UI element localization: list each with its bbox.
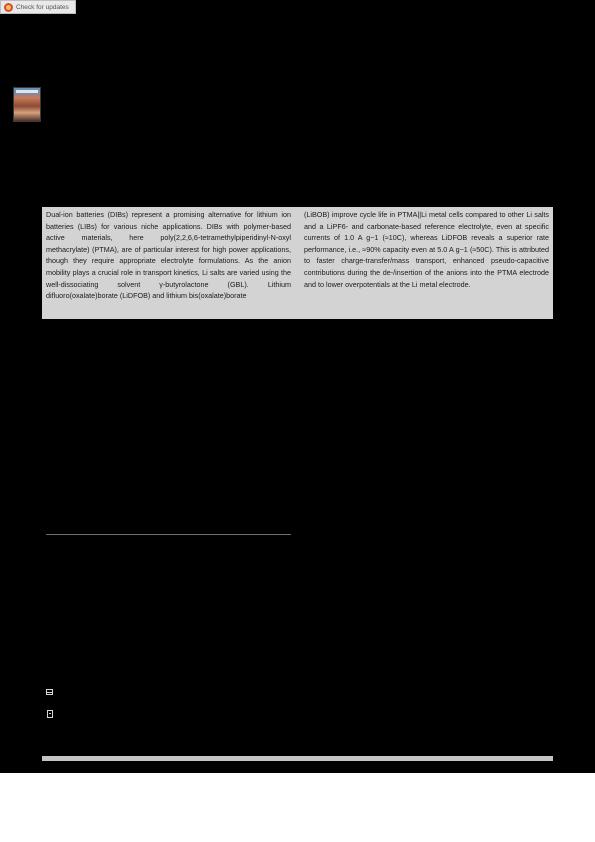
footnote-divider: [46, 534, 291, 535]
bottom-bar: [42, 756, 553, 761]
mail-icon[interactable]: [46, 689, 53, 695]
check-for-updates-button[interactable]: [0, 0, 76, 14]
abstract-box: [42, 207, 553, 319]
document-icon[interactable]: [47, 710, 53, 718]
crossmark-icon: [4, 3, 13, 12]
abstract-right-column: (LiBOB) improve cycle life in PTMA||Li metal cells compared to other Li salts and a LiPF6- and carbonate-based reference electrolyte, even at specific currents of 1.0 A g−1 (≈10C), whereas LiDFOB reveals a superior rate performance, i.e., ≈90% capacity even at 5.0 A g−1 (≈50C). This is attributed to faster charge-transfer/mass transport, enhanced pseudo-capacitive contributions during the de-/insertion of the anions into the PTMA electrode and to lower overpotentials at the Li metal electrode.: [304, 210, 549, 289]
cover-title-band: [16, 90, 38, 93]
check-for-updates-label: Check for updates: [16, 3, 69, 11]
abstract-left-column: Dual-ion batteries (DIBs) represent a promising alternative for lithium ion batteries (LIBs) for various niche applications. DIBs with polymer-based active materials, here poly(2,2,6,6-tetramethylpiperidinyl-N-oxyl methacrylate) (PTMA), are of particular interest for high power applications, though they require appropriate electrolyte formulations. As the anion mobility plays a crucial role in transport kinetics, Li salts are varied using the well-dissociating solvent γ-butyrolactone (GBL). Lithium difluoro(oxalate)borate (LiDFOB) and lithium bis(oxalate)borate: [46, 210, 291, 301]
journal-cover-thumbnail[interactable]: [13, 87, 41, 122]
